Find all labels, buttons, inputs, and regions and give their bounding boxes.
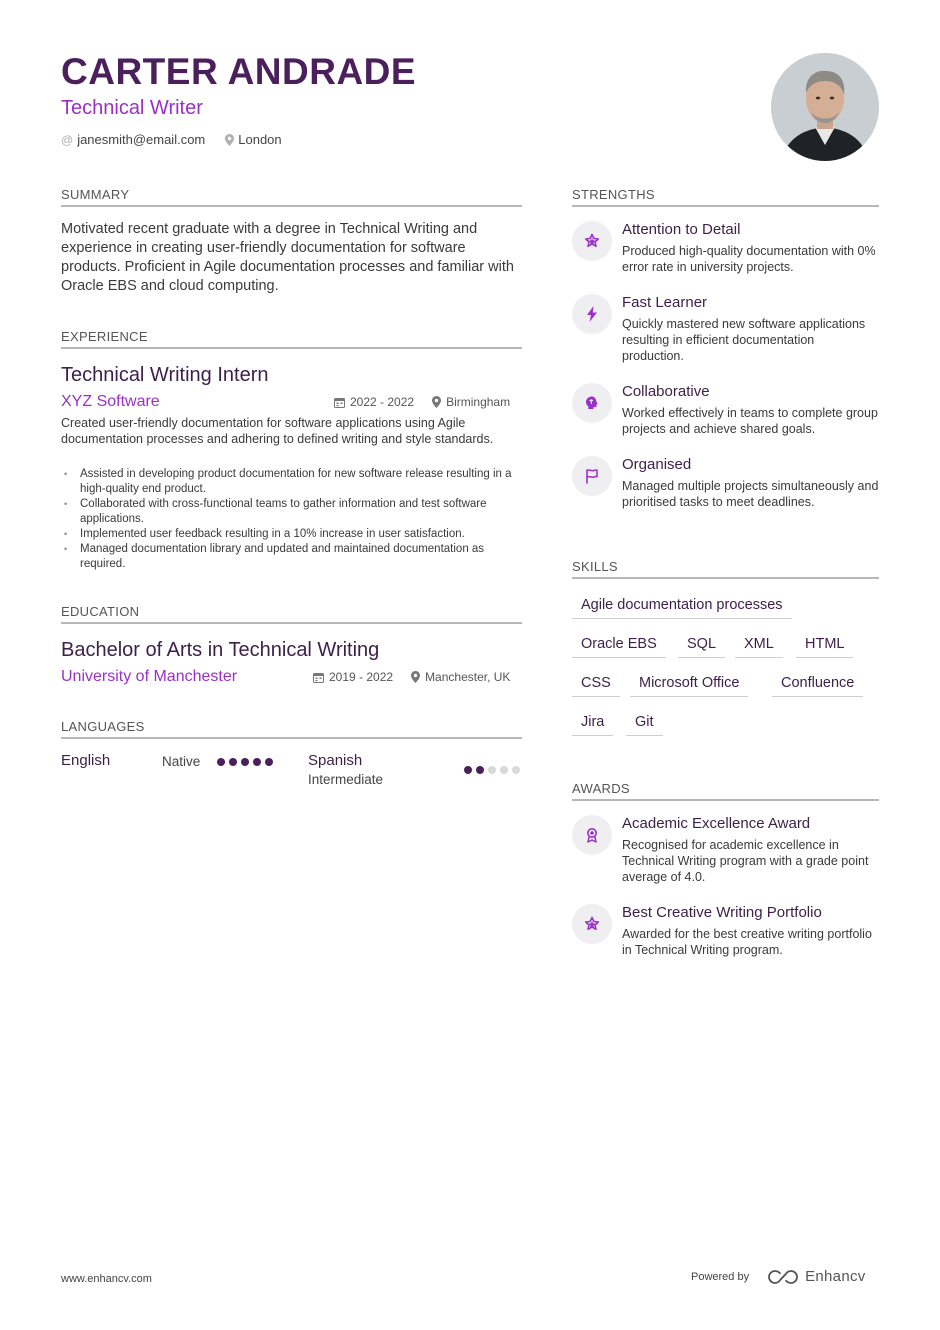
rating-dot-filled <box>241 758 249 766</box>
language-level: Native <box>162 754 201 769</box>
education-meta <box>313 670 510 684</box>
email-text: janesmith@email.com <box>77 132 206 147</box>
avatar <box>771 53 879 161</box>
brand-logo[interactable] <box>767 1268 865 1285</box>
skill-tag: Microsoft Office <box>630 672 748 697</box>
languages-section-title: LANGUAGES <box>61 719 522 739</box>
star-icon <box>572 221 612 261</box>
brand-name: Enhancv <box>805 1268 866 1285</box>
footer-website-link[interactable]: www.enhancv.com <box>61 1273 152 1285</box>
calendar-icon <box>334 397 345 408</box>
education-section-title: EDUCATION <box>61 604 522 624</box>
job-location-text: Birmingham <box>446 395 511 409</box>
location-pin-icon <box>225 134 234 146</box>
award-description: Recognised for academic excellence in Technical Writing program with a grade point average of 4.0. <box>622 838 869 884</box>
skills-list <box>572 594 879 744</box>
strength-description: Produced high-quality documentation with 0% error rate in university projects. <box>622 244 876 274</box>
skills-section-title: SKILLS <box>572 559 879 579</box>
company-name[interactable]: XYZ Software <box>61 393 160 410</box>
calendar-icon <box>313 672 324 683</box>
rating-dot-empty <box>512 766 520 774</box>
skill-tag: Jira <box>572 711 613 736</box>
medal-icon <box>572 815 612 855</box>
rating-dot-filled <box>253 758 261 766</box>
rating-dot-filled <box>265 758 273 766</box>
skill-tag: XML <box>735 633 783 658</box>
skill-tag: CSS <box>572 672 620 697</box>
summary-section-title: SUMMARY <box>61 187 522 207</box>
awards-list <box>572 815 879 975</box>
flag-icon <box>572 456 612 496</box>
footer-branding <box>691 1268 866 1285</box>
job-description: Created user-friendly documentation for software applications using Agile documentation processes and adhering to defined writing and style standards. <box>61 416 494 446</box>
star-icon <box>572 904 612 944</box>
strength-title: Attention to Detail <box>622 221 741 238</box>
strengths-section-title: STRENGTHS <box>572 187 879 207</box>
language-name: Spanish <box>308 752 363 769</box>
enhancv-logo-icon <box>767 1269 799 1285</box>
strength-description: Managed multiple projects simultaneously and prioritised tasks to meet deadlines. <box>622 479 879 509</box>
school-name[interactable]: University of Manchester <box>61 668 238 685</box>
job-meta <box>334 395 510 409</box>
strength-title: Organised <box>622 456 692 473</box>
job-role: Technical Writer <box>61 97 203 119</box>
language-rating-dots <box>217 758 273 766</box>
rating-dot-filled <box>464 766 472 774</box>
at-icon: @ <box>61 132 74 147</box>
candidate-name: CARTER ANDRADE <box>61 51 417 92</box>
rating-dot-empty <box>500 766 508 774</box>
awards-section-title: AWARDS <box>572 781 879 801</box>
skill-tag: HTML <box>796 633 853 658</box>
degree-title: Bachelor of Arts in Technical Writing <box>61 639 380 661</box>
job-dates <box>334 395 414 409</box>
list-item: • Collaborated with cross-functional teams to gather information and test software applications. <box>61 497 522 527</box>
summary-text: Motivated recent graduate with a degree in Technical Writing and experience in creating user-friendly documentation for software products. Proficient in Agile documentation processes and familiar with Oracle EBS and cloud computing. <box>61 221 514 294</box>
rating-dot-filled <box>229 758 237 766</box>
language-rating-dots <box>464 766 520 774</box>
job-title: Technical Writing Intern <box>61 364 269 386</box>
job-bullets <box>61 467 522 572</box>
list-item: • Assisted in developing product documentation for new software release resulting in a high-quality end product. <box>61 467 522 497</box>
portrait-photo <box>771 53 879 161</box>
job-location <box>432 395 510 409</box>
award-title: Best Creative Writing Portfolio <box>622 904 822 921</box>
rating-dot-filled <box>476 766 484 774</box>
education-location <box>411 670 510 684</box>
award-title: Academic Excellence Award <box>622 815 811 832</box>
skill-tag: Agile documentation processes <box>572 594 792 619</box>
brain-icon <box>572 383 612 423</box>
skill-tag: SQL <box>678 633 725 658</box>
strengths-list <box>572 221 879 551</box>
lightning-icon <box>572 294 612 334</box>
skill-tag: Git <box>626 711 663 736</box>
rating-dot-filled <box>217 758 225 766</box>
location-pin-icon <box>432 396 441 408</box>
education-dates <box>313 670 393 684</box>
contact-info <box>61 132 282 147</box>
location-text: London <box>238 132 282 147</box>
skill-tag: Oracle EBS <box>572 633 666 658</box>
education-dates-text: 2019 - 2022 <box>329 670 394 684</box>
experience-section-title: EXPERIENCE <box>61 329 522 349</box>
job-dates-text: 2022 - 2022 <box>350 395 415 409</box>
education-location-text: Manchester, UK <box>425 670 511 684</box>
location-item <box>225 132 281 147</box>
powered-by-label: Powered by <box>691 1270 750 1283</box>
language-level: Intermediate <box>308 772 384 787</box>
rating-dot-empty <box>488 766 496 774</box>
strength-title: Fast Learner <box>622 294 708 311</box>
skill-tag: Confluence <box>772 672 863 697</box>
language-name: English <box>61 752 111 769</box>
email-item[interactable] <box>61 132 205 147</box>
list-item: • Implemented user feedback resulting in a 10% increase in user satisfaction. <box>61 527 522 542</box>
strength-description: Worked effectively in teams to complete group projects and achieve shared goals. <box>622 406 878 436</box>
strength-title: Collaborative <box>622 383 710 400</box>
award-description: Awarded for the best creative writing portfolio in Technical Writing program. <box>622 927 872 957</box>
strength-description: Quickly mastered new software applications resulting in efficient documentation production. <box>622 317 866 363</box>
list-item: • Managed documentation library and updated and maintained documentation as required. <box>61 542 522 572</box>
location-pin-icon <box>411 671 420 683</box>
